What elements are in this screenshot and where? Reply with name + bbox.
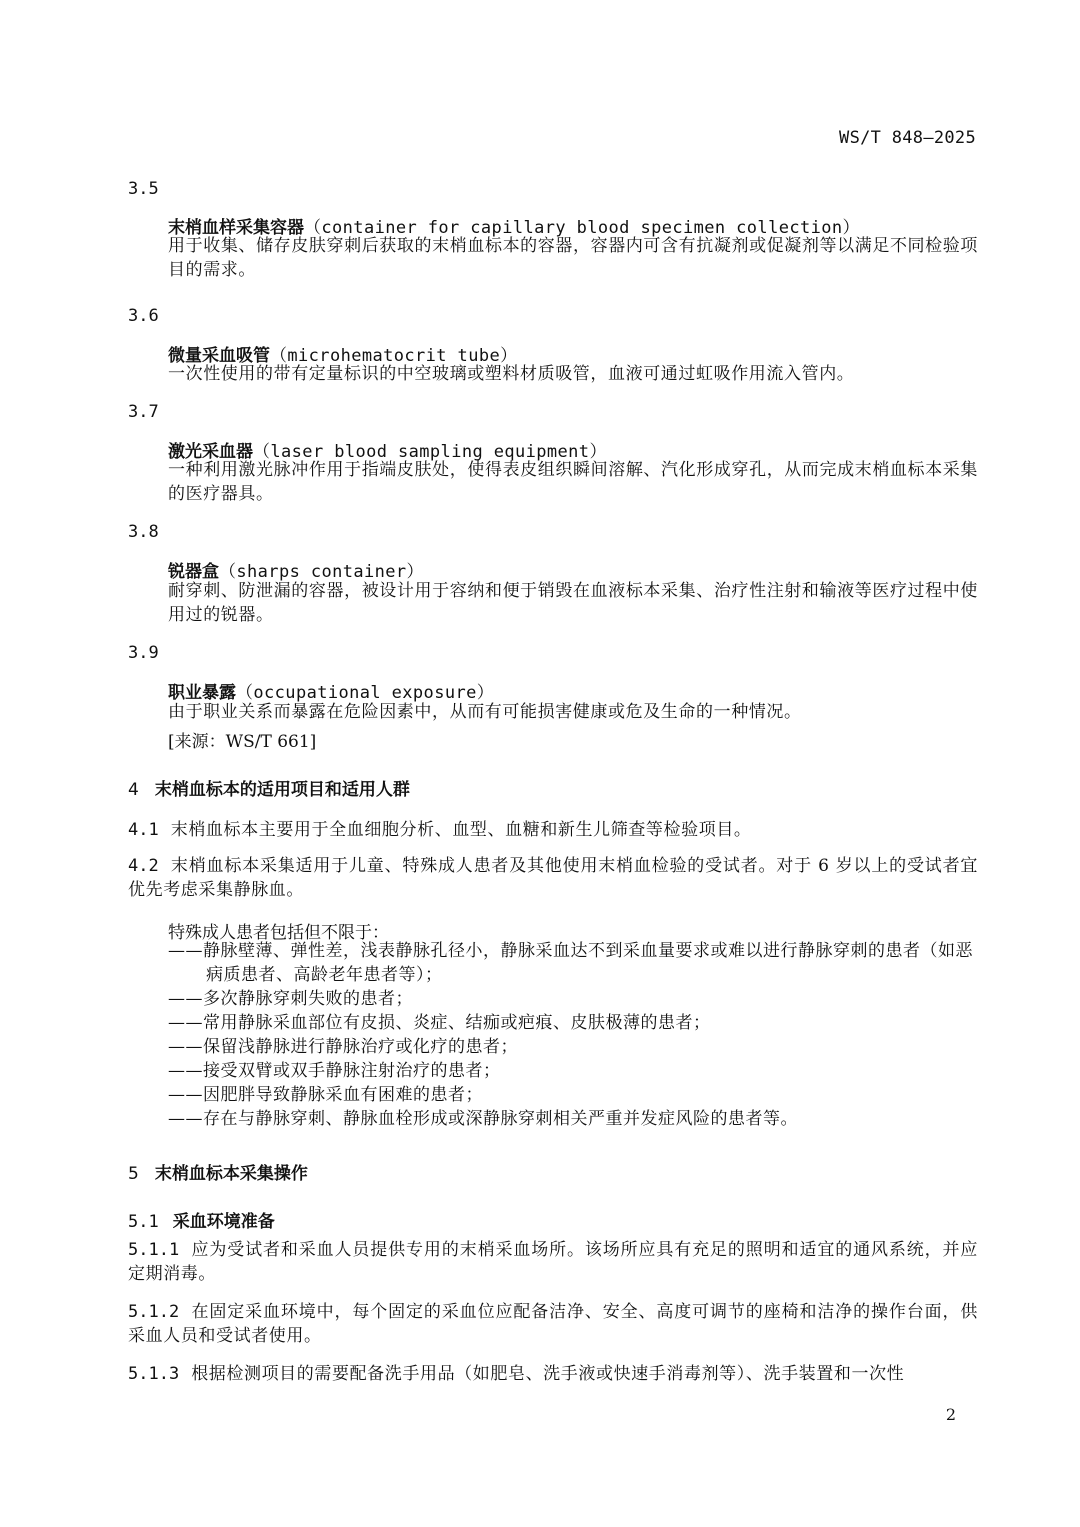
standard-number: WS/T 848—2025 (839, 128, 976, 148)
clause-number: 4.1 (128, 820, 159, 840)
section-number: 4 (128, 780, 139, 800)
term-definition: 一次性使用的带有定量标识的中空玻璃或塑料材质吸管，血液可通过虹吸作用流入管内。 (168, 364, 855, 384)
term-number: 3.9 (128, 643, 159, 663)
section-title: 末梢血标本的适用项目和适用人群 (154, 780, 410, 800)
term-english: （laser blood sampling equipment） (253, 442, 607, 462)
term-definition: 一种利用激光脉冲作用于指端皮肤处，使得表皮组织瞬间溶解、汽化形成穿孔，从而完成末梢血标本采集的医疗器具。 (168, 460, 978, 504)
list-item: ——接受双臂或双手静脉注射治疗的患者； (168, 1061, 501, 1081)
term-source: [来源：WS/T 661] (168, 732, 317, 752)
term-name: 职业暴露 (168, 683, 236, 703)
subsection-title: 采血环境准备 (172, 1212, 275, 1232)
section-title: 末梢血标本采集操作 (154, 1164, 308, 1184)
section-heading (128, 775, 410, 800)
term-english: （container for capillary blood specimen collection） (304, 218, 860, 238)
clause-text: 末梢血标本采集适用于儿童、特殊成人患者及其他使用末梢血检验的受试者。对于 6 岁以上的受试者宜优先考虑采集静脉血。 (128, 856, 978, 900)
term-number: 3.6 (128, 306, 159, 326)
list-intro: 特殊成人患者包括但不限于： (168, 923, 389, 943)
clause-number: 5.1.2 (128, 1302, 180, 1322)
page-number: 2 (945, 1405, 956, 1424)
list-item: ——多次静脉穿刺失败的患者； (168, 989, 413, 1009)
clause-text: 根据检测项目的需要配备洗手用品（如肥皂、洗手液或快速手消毒剂等）、洗手装置和一次性 (191, 1364, 905, 1384)
term-english: （microhematocrit tube） (270, 346, 518, 366)
list-item: ——因肥胖导致静脉采血有困难的患者； (168, 1085, 483, 1105)
clause-paragraph (128, 818, 978, 842)
list-item: ——静脉壁薄、弹性差，浅表静脉孔径小，静脉采血达不到采血量要求或难以进行静脉穿刺的患者（如恶病质患者、高龄老年患者等）； (168, 941, 973, 985)
clause-paragraph (128, 854, 978, 902)
term-name: 末梢血样采集容器 (168, 218, 304, 238)
section-number: 5 (128, 1164, 139, 1184)
clause-number: 5.1.1 (128, 1240, 180, 1260)
term-name: 锐器盒 (168, 562, 219, 582)
list-item: ——存在与静脉穿刺、静脉血栓形成或深静脉穿刺相关严重并发症风险的患者等。 (168, 1109, 798, 1129)
term-name: 激光采血器 (168, 442, 253, 462)
term-definition: 由于职业关系而暴露在危险因素中，从而有可能损害健康或危及生命的一种情况。 (168, 702, 802, 722)
term-definition: 用于收集、储存皮肤穿刺后获取的末梢血标本的容器，容器内可含有抗凝剂或促凝剂等以满足不同检验项目的需求。 (168, 236, 978, 280)
list-item: ——常用静脉采血部位有皮损、炎症、结痂或疤痕、皮肤极薄的患者； (168, 1013, 711, 1033)
subsection-heading (128, 1207, 275, 1232)
clause-number: 5.1.3 (128, 1364, 180, 1384)
clause-text: 末梢血标本主要用于全血细胞分析、血型、血糖和新生儿筛查等检验项目。 (170, 820, 752, 840)
clause-paragraph (128, 1238, 978, 1286)
term-definition: 耐穿刺、防泄漏的容器，被设计用于容纳和便于销毁在血液标本采集、治疗性注射和输液等医疗过程中使用过的锐器。 (168, 581, 978, 625)
term-english: （sharps container） (219, 562, 424, 582)
subsection-number: 5.1 (128, 1212, 159, 1232)
clause-text: 应为受试者和采血人员提供专用的末梢采血场所。该场所应具有充足的照明和适宜的通风系统，并应定期消毒。 (128, 1240, 978, 1284)
term-number: 3.7 (128, 402, 159, 422)
term-english: （occupational exposure） (236, 683, 495, 703)
clause-number: 4.2 (128, 856, 159, 876)
term-name: 微量采血吸管 (168, 346, 270, 366)
clause-paragraph (128, 1362, 978, 1386)
section-heading (128, 1159, 308, 1184)
term-number: 3.8 (128, 522, 159, 542)
clause-paragraph (128, 1300, 978, 1348)
list-item: ——保留浅静脉进行静脉治疗或化疗的患者； (168, 1037, 518, 1057)
term-number: 3.5 (128, 179, 159, 199)
clause-text: 在固定采血环境中，每个固定的采血位应配备洁净、安全、高度可调节的座椅和洁净的操作台面，供采血人员和受试者使用。 (128, 1302, 978, 1346)
